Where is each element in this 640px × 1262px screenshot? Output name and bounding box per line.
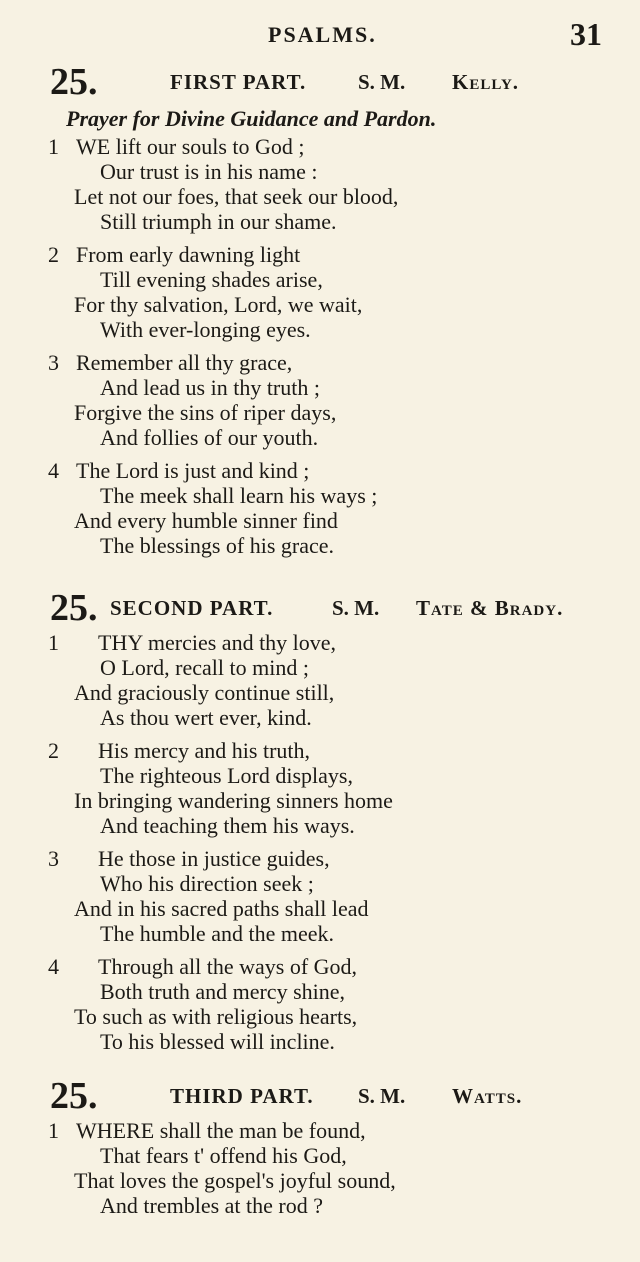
verse-number: 4 (48, 954, 59, 979)
verse-line: To his blessed will incline. (100, 1029, 335, 1054)
hymn-number: 25. (50, 587, 98, 629)
verse-line: And follies of our youth. (100, 425, 319, 450)
hymn-heading (0, 1074, 640, 1118)
author-label: Kelly. (452, 70, 520, 94)
verse-line: He those in justice guides, (98, 846, 330, 871)
author-label: Tate & Brady. (416, 596, 564, 620)
stanza (0, 954, 640, 1054)
meter-label: S. M. (358, 1084, 406, 1108)
verse-line: From early dawning light (76, 242, 301, 267)
verse-number: 2 (48, 738, 59, 763)
verse-number: 3 (48, 350, 59, 375)
stanza (0, 1118, 640, 1218)
verse-line: Still triumph in our shame. (100, 209, 337, 234)
verse-line: Till evening shades arise, (100, 267, 323, 292)
verse-line: The blessings of his grace. (100, 533, 334, 558)
hymn-third-part (0, 1074, 640, 1226)
verse-line: And teaching them his ways. (100, 813, 355, 838)
verse-line: And lead us in thy truth ; (100, 375, 320, 400)
verse-line: WHERE shall the man be found, (76, 1118, 366, 1143)
verse-line: The meek shall learn his ways ; (100, 483, 378, 508)
verse-line: Remember all thy grace, (76, 350, 293, 375)
stanza (0, 846, 640, 946)
verse-line: The humble and the meek. (100, 921, 334, 946)
part-label: SECOND PART. (110, 596, 274, 620)
verse-line: Both truth and mercy shine, (100, 979, 346, 1004)
verse-line: His mercy and his truth, (98, 738, 311, 763)
stanza (0, 134, 640, 234)
part-label: THIRD PART. (170, 1084, 314, 1108)
verse-number: 4 (48, 458, 59, 483)
verse-line: Through all the ways of God, (98, 954, 358, 979)
verse-line: The Lord is just and kind ; (76, 458, 310, 483)
meter-label: S. M. (358, 70, 406, 94)
verse-line: With ever-longing eyes. (100, 317, 311, 342)
verse-line: That fears t' offend his God, (100, 1143, 347, 1168)
verse-line: For thy salvation, Lord, we wait, (74, 292, 363, 317)
running-title: PSALMS. (268, 22, 377, 47)
verse-line: And trembles at the rod ? (100, 1193, 323, 1218)
verse-line: THY mercies and thy love, (98, 630, 337, 655)
verse-number: 1 (48, 630, 59, 655)
author-label: Watts. (452, 1084, 523, 1108)
stanza (0, 242, 640, 342)
verse-line: As thou wert ever, kind. (100, 705, 312, 730)
verse-number: 1 (48, 134, 59, 159)
hymn-number: 25. (50, 61, 98, 103)
verse-line: Our trust is in his name : (100, 159, 318, 184)
verse-line: And in his sacred paths shall lead (74, 896, 369, 921)
stanza (0, 738, 640, 838)
hymn-second-part (0, 586, 640, 1062)
hymn-heading (0, 60, 640, 104)
page-number: 31 (570, 16, 602, 52)
verse-line: The righteous Lord displays, (100, 763, 353, 788)
stanza (0, 458, 640, 558)
verse-line: In bringing wandering sinners home (74, 788, 393, 813)
hymn-number: 25. (50, 1075, 98, 1117)
verse-line: O Lord, recall to mind ; (100, 655, 309, 680)
hymn-heading (0, 586, 640, 630)
verse-number: 2 (48, 242, 59, 267)
hymn-subtitle: Prayer for Divine Guidance and Pardon. (66, 106, 437, 131)
hymn-first-part (0, 60, 640, 566)
verse-line: That loves the gospel's joyful sound, (74, 1168, 396, 1193)
verse-line: To such as with religious hearts, (74, 1004, 358, 1029)
stanza (0, 630, 640, 730)
verse-number: 1 (48, 1118, 59, 1143)
verse-line: And graciously continue still, (74, 680, 335, 705)
part-label: FIRST PART. (170, 70, 307, 94)
meter-label: S. M. (332, 596, 380, 620)
verse-line: Who his direction seek ; (100, 871, 314, 896)
page-header (0, 16, 640, 52)
verse-line: WE lift our souls to God ; (76, 134, 305, 159)
verse-line: Let not our foes, that seek our blood, (74, 184, 399, 209)
stanza (0, 350, 640, 450)
verse-number: 3 (48, 846, 59, 871)
verse-line: And every humble sinner find (74, 508, 338, 533)
verse-line: Forgive the sins of riper days, (74, 400, 337, 425)
